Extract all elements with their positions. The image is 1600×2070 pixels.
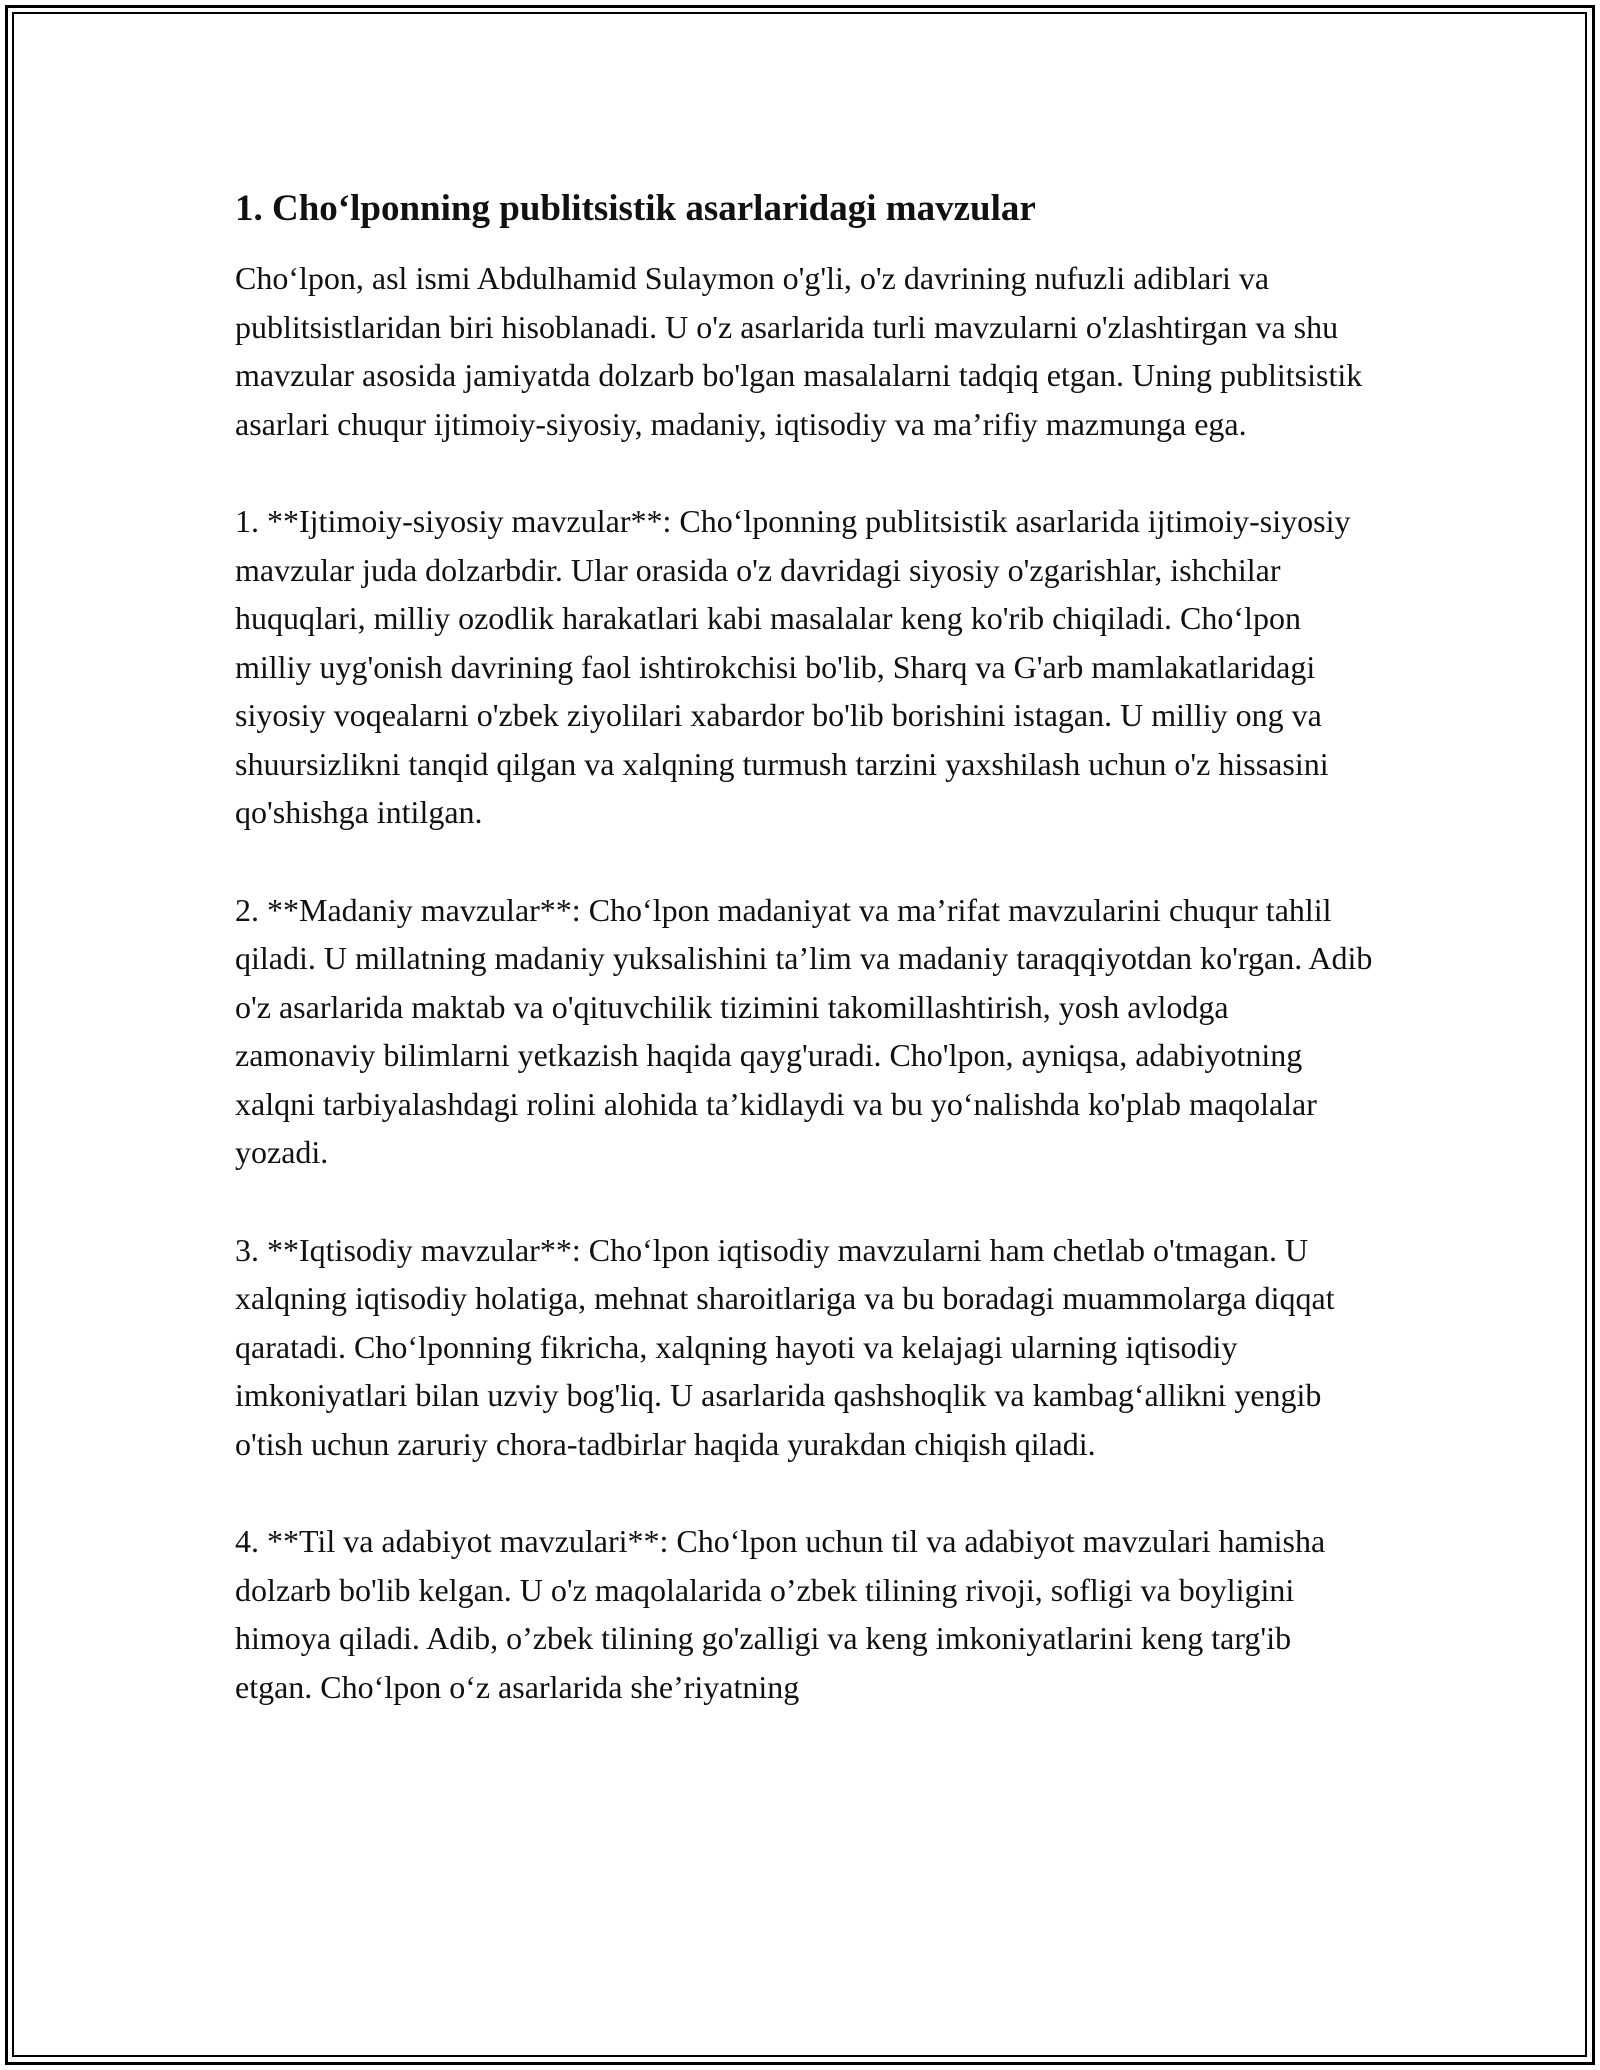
document-body — [235, 186, 1375, 1760]
section-heading: 1. Cho‘lponning publitsistik asarlaridagi mavzular — [235, 188, 1036, 229]
paragraph-language-literature: 4. **Til va adabiyot mavzulari**: Cho‘lpon uchun til va adabiyot mavzulari hamisha dolzarb bo'lib kelgan. U o'z maqolalarida o’zbek tilining rivoji, sofligi va boyligini himoya qiladi. Adib, o’zbek tilining go'zalligi va keng imkoniyatlarini keng targ'ib etgan. Cho‘lpon o‘z asarlarida she’riyatning — [235, 1523, 1326, 1705]
paragraph-social-political: 1. **Ijtimoiy-siyosiy mavzular**: Cho‘lponning publitsistik asarlarida ijtimoiy-siyosiy mavzular juda dolzarbdir. Ular orasida o'z davridagi siyosiy o'zgarishlar, ishchilar huquqlari, milliy ozodlik harakatlari kabi masalalar keng ko'rib chiqiladi. Cho‘lpon milliy uyg'onish davrining faol ishtirokchisi bo'lib, Sharq va G'arb mamlakatlaridagi siyosiy voqealarni o'zbek ziyolilari xabardor bo'lib borishini istagan. U milliy ong va shuursizlikni tanqid qilgan va xalqning turmush tarzini yaxshilash uchun o'z hissasini qo'shishga intilgan. — [235, 503, 1351, 830]
paragraph-cultural: 2. **Madaniy mavzular**: Cho‘lpon madaniyat va ma’rifat mavzularini chuqur tahlil qiladi. U millatning madaniy yuksalishini ta’lim va madaniy taraqqiyotdan ko'rgan. Adib o'z asarlarida maktab va o'qituvchilik tizimini takomillashtirish, yosh avlodga zamonaviy bilimlarni yetkazish haqida qayg'uradi. Cho'lpon, ayniqsa, adabiyotning xalqni tarbiyalashdagi rolini alohida ta’kidlaydi va bu yo‘nalishda ko'plab maqolalar yozadi. — [235, 891, 1373, 1170]
paragraph-economic: 3. **Iqtisodiy mavzular**: Cho‘lpon iqtisodiy mavzularni ham chetlab o'tmagan. U xalqning iqtisodiy holatiga, mehnat sharoitlariga va bu boradagi muammolarga diqqat qaratadi. Cho‘lponning fikricha, xalqning hayoti va kelajagi ularning iqtisodiy imkoniyatlari bilan uzviy bog'liq. U asarlarida qashshoqlik va kambag‘allikni yengib o'tish uchun zaruriy chora-tadbirlar haqida yurakdan chiqish qiladi. — [235, 1231, 1335, 1462]
intro-paragraph: Cho‘lpon, asl ismi Abdulhamid Sulaymon o'g'li, o'z davrining nufuzli adiblari va publitsistlaridan biri hisoblanadi. U o'z asarlarida turli mavzularni o'zlashtirgan va shu mavzular asosida jamiyatda dolzarb bo'lgan masalalarni tadqiq etgan. Uning publitsistik asarlari chuqur ijtimoiy-siyosiy, madaniy, iqtisodiy va ma’rifiy mazmunga ega. — [235, 260, 1363, 442]
